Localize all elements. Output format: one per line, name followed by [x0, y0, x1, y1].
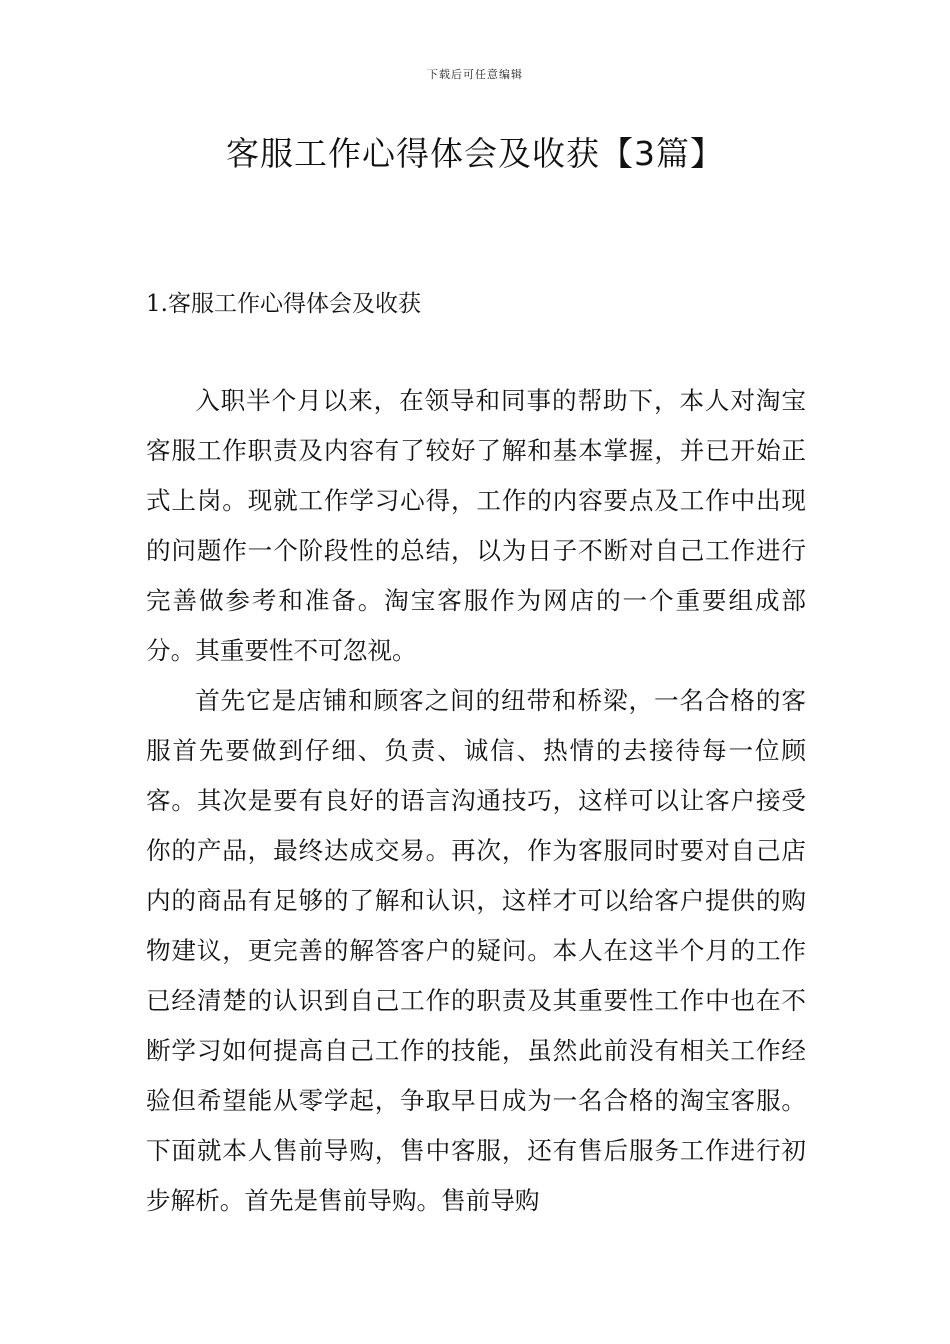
- section-heading: 1.客服工作心得体会及收获: [146, 291, 421, 317]
- document-title: 客服工作心得体会及收获【3篇】: [226, 134, 724, 173]
- body-text: [146, 376, 806, 1226]
- header-note: 下载后可任意编辑: [427, 68, 523, 81]
- paragraph: 入职半个月以来，在领导和同事的帮助下，本人对淘宝客服工作职责及内容有了较好了解和基本掌握，并已开始正式上岗。现就工作学习心得，工作的内容要点及工作中出现的问题作一个阶段性的总结，以为日子不断对自己工作进行完善做参考和准备。淘宝客服作为网店的一个重要组成部分。其重要性不可忽视。: [146, 386, 806, 665]
- paragraph: 首先它是店铺和顾客之间的纽带和桥梁，一名合格的客服首先要做到仔细、负责、诚信、热情的去接待每一位顾客。其次是要有良好的语言沟通技巧，这样可以让客户接受你的产品，最终达成交易。再次，作为客服同时要对自己店内的商品有足够的了解和认识，这样才可以给客户提供的购物建议，更完善的解答客户的疑问。本人在这半个月的工作已经清楚的认识到自己工作的职责及其重要性工作中也在不断学习如何提高自己工作的技能，虽然此前没有相关工作经验但希望能从零学起，争取早日成为一名合格的淘宝客服。下面就本人售前导购，售中客服，还有售后服务工作进行初步解析。首先是售前导购。售前导购: [146, 686, 806, 1215]
